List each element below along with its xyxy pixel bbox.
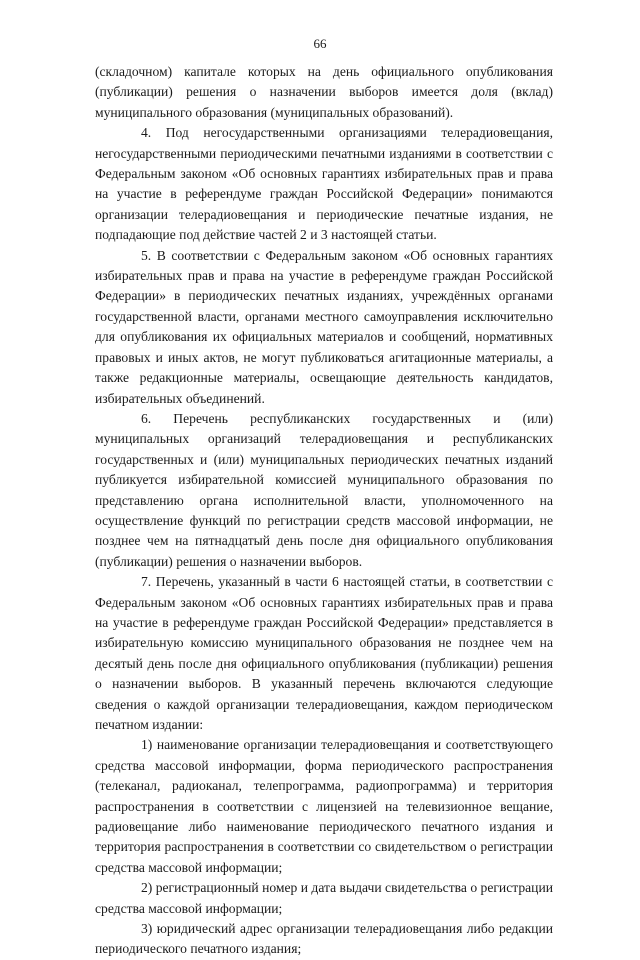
paragraph-continuation: (складочном) капитале которых на день официального опубликования (публикации) решения о назначении выборов имеется доля (вклад) муниципального образования (муниципальных образований). [95,64,553,120]
list-item-1: 1) наименование организации телерадиовещания и соответствующего средства массовой информации, форма периодического распространения (телеканал, радиоканал, телепрограмма, радиопрограмма) и территория распространения в соответствии с лицензией на телевизионное вещание, радиовещание либо наименование периодического печатного издания и территория распространения в соответствии со свидетельством о регистрации средства массовой информации; [95,737,553,875]
list-item-3: 3) юридический адрес организации телерадиовещания либо редакции периодического печатного издания; [95,921,553,957]
page-number: 66 [313,36,327,51]
list-item-2: 2) регистрационный номер и дата выдачи свидетельства о регистрации средства массовой информации; [95,880,553,916]
paragraph-5: 5. В соответствии с Федеральным законом «Об основных гарантиях избирательных прав и права на участие в референдуме граждан Российской Федерации» в периодических печатных изданиях, учреждённых органами государственной власти, органами местного самоуправления исключительно для опубликования их официальных материалов и сообщений, нормативных правовых и иных актов, не могут публиковаться агитационные материалы, а также редакционные материалы, освещающие деятельность кандидатов, избирательных объединений. [95,247,553,406]
paragraph-6: 6. Перечень республиканских государственных и (или) муниципальных организаций телерадиовещания и республиканских государственных и (или) муниципальных периодических печатных изданий публикуется избирательной комиссией муниципального образования по представлению органа исполнительной власти, уполномоченного на осуществление функций по регистрации средств массовой информации, не позднее чем на пятнадцатый день после дня официального опубликования (публикации) решения о назначении выборов. [95,410,553,569]
paragraph-4: 4. Под негосударственными организациями телерадиовещания, негосударственными периодическими печатными изданиями в соответствии с Федеральным законом «Об основных гарантиях избирательных прав и права на участие в референдуме граждан Российской Федерации» понимаются организации телерадиовещания и периодические печатные издания, не подпадающие под действие частей 2 и 3 настоящей статьи. [95,125,553,243]
paragraph-7: 7. Перечень, указанный в части 6 настоящей статьи, в соответствии с Федеральным законом «Об основных гарантиях избирательных прав и права на участие в референдуме граждан Российской Федерации» представляется в избирательную комиссию муниципального образования не позднее чем на десятый день после дня официального опубликования (публикации) решения о назначении выборов. В указанный перечень включаются следующие сведения о каждой организации телерадиовещания, каждом периодическом печатном издании: [95,574,553,732]
document-body [95,62,553,960]
